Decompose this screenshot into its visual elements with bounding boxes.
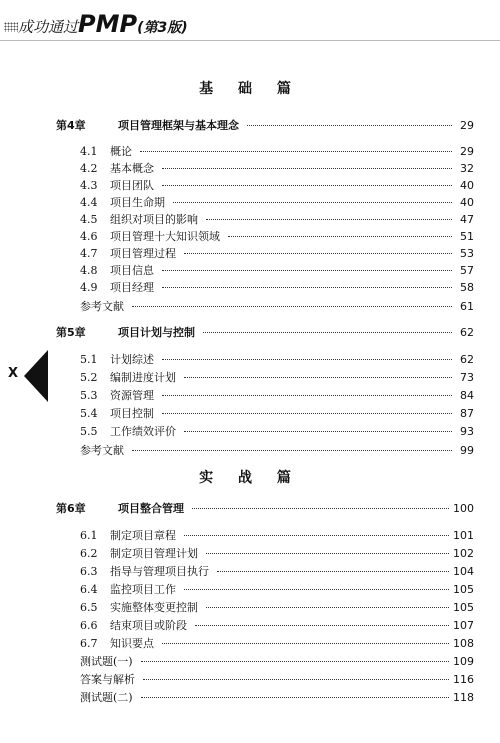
dot-leader	[162, 413, 452, 414]
chapter-title: 项目计划与控制	[118, 326, 195, 339]
page-number: 116	[453, 673, 474, 686]
entry-number: 5.4	[80, 407, 98, 420]
toc-entry[interactable]	[80, 405, 474, 421]
page-number: 57	[460, 264, 474, 277]
page-number: 104	[453, 565, 474, 578]
entry-title: 项目管理十大知识领域	[110, 230, 220, 243]
entry-title: 基本概念	[110, 162, 154, 175]
entry-number: 5.5	[80, 425, 98, 438]
entry-number: 5.1	[80, 353, 98, 366]
entry-title: 计划综述	[110, 353, 154, 366]
entry-number: 6.1	[80, 529, 98, 542]
page-number: 101	[453, 529, 474, 542]
dot-leader	[162, 185, 452, 186]
book-title-main: PMP	[78, 10, 138, 38]
dot-leader	[143, 679, 449, 680]
entry-title: 测试题(二)	[80, 691, 133, 704]
book-title	[18, 10, 188, 38]
dot-leader	[217, 571, 449, 572]
chapter-title: 项目管理框架与基本理念	[118, 119, 239, 132]
page-number: 118	[453, 691, 474, 704]
entry-title: 项目团队	[110, 179, 154, 192]
toc-entry[interactable]	[80, 211, 474, 227]
page-number: 109	[453, 655, 474, 668]
toc-entry[interactable]	[80, 262, 474, 278]
section-title-practice: 实 战 篇	[199, 470, 301, 486]
toc-entry[interactable]	[80, 635, 474, 651]
page-number: 62	[460, 353, 474, 366]
entry-title: 指导与管理项目执行	[110, 565, 209, 578]
entry-title: 项目控制	[110, 407, 154, 420]
toc-entry[interactable]	[80, 527, 474, 543]
entry-title: 项目信息	[110, 264, 154, 277]
toc-entry[interactable]	[80, 545, 474, 561]
entry-title: 实施整体变更控制	[110, 601, 198, 614]
dot-leader	[247, 125, 452, 126]
dot-leader	[195, 625, 449, 626]
page-roman-numeral: X	[8, 366, 19, 381]
page-number: 51	[460, 230, 474, 243]
header-rule	[0, 40, 500, 41]
entry-title: 测试题(一)	[80, 655, 133, 668]
dot-leader	[162, 359, 452, 360]
toc-entry[interactable]	[80, 563, 474, 579]
entry-title: 答案与解析	[80, 673, 135, 686]
entry-number: 6.5	[80, 601, 98, 614]
page-number: 84	[460, 389, 474, 402]
toc-quiz-2[interactable]	[80, 689, 474, 705]
entry-title: 资源管理	[110, 389, 154, 402]
running-header	[0, 8, 300, 40]
entry-title: 制定项目章程	[110, 529, 176, 542]
toc-entry[interactable]	[80, 177, 474, 193]
toc-entry[interactable]	[80, 245, 474, 261]
dot-leader	[162, 168, 452, 169]
page-number: 58	[460, 281, 474, 294]
dot-leader	[162, 270, 452, 271]
page-number: 105	[453, 583, 474, 596]
toc-entry[interactable]	[80, 423, 474, 439]
entry-number: 4.9	[80, 281, 98, 294]
page-number: 47	[460, 213, 474, 226]
entry-title: 概论	[110, 145, 132, 158]
toc-entry[interactable]	[80, 351, 474, 367]
entry-title: 组织对项目的影响	[110, 213, 198, 226]
page-number: 29	[460, 145, 474, 158]
entry-number: 4.3	[80, 179, 98, 192]
toc-entry[interactable]	[80, 369, 474, 385]
toc-chapter-4[interactable]	[56, 117, 474, 133]
entry-number: 4.2	[80, 162, 98, 175]
toc-entry[interactable]	[80, 617, 474, 633]
book-title-prefix: 成功通过	[18, 18, 79, 36]
entry-number: 6.3	[80, 565, 98, 578]
entry-number: 6.6	[80, 619, 98, 632]
dot-leader	[132, 306, 452, 307]
dot-leader	[192, 508, 449, 509]
page-number: 61	[460, 300, 474, 313]
page-number: 40	[460, 196, 474, 209]
entry-title: 参考文献	[80, 300, 124, 313]
page-number: 105	[453, 601, 474, 614]
dot-leader	[141, 697, 449, 698]
toc-entry[interactable]	[80, 228, 474, 244]
entry-number: 4.8	[80, 264, 98, 277]
entry-number: 4.4	[80, 196, 98, 209]
chapter-number: 第4章	[56, 119, 86, 132]
dot-leader	[206, 219, 452, 220]
toc-entry[interactable]	[80, 143, 474, 159]
toc-references[interactable]	[80, 298, 474, 314]
entry-title: 监控项目工作	[110, 583, 176, 596]
toc-entry[interactable]	[80, 387, 474, 403]
toc-quiz-1[interactable]	[80, 653, 474, 669]
dot-leader	[184, 377, 452, 378]
entry-title: 项目经理	[110, 281, 154, 294]
left-triangle-icon	[24, 350, 48, 402]
toc-references[interactable]	[80, 442, 474, 458]
book-title-edition: (第3版)	[137, 20, 188, 36]
page-number: 93	[460, 425, 474, 438]
entry-number: 6.2	[80, 547, 98, 560]
page-number: 29	[460, 119, 474, 132]
entry-title: 知识要点	[110, 637, 154, 650]
toc-entry[interactable]	[80, 581, 474, 597]
chapter-number: 第5章	[56, 326, 86, 339]
dot-leader	[141, 661, 449, 662]
page-number: 32	[460, 162, 474, 175]
entry-number: 4.5	[80, 213, 98, 226]
dot-leader	[228, 236, 452, 237]
entry-title: 编制进度计划	[110, 371, 176, 384]
toc-entry[interactable]	[80, 599, 474, 615]
dot-leader	[184, 253, 452, 254]
header-dot-pattern	[4, 22, 18, 32]
entry-number: 6.7	[80, 637, 98, 650]
section-title-basics: 基 础 篇	[199, 81, 301, 97]
dot-leader	[203, 332, 452, 333]
toc-chapter-6[interactable]	[56, 500, 474, 516]
dot-leader	[173, 202, 452, 203]
dot-leader	[162, 395, 452, 396]
entry-number: 5.3	[80, 389, 98, 402]
page-number: 100	[453, 502, 474, 515]
entry-title: 项目生命期	[110, 196, 165, 209]
entry-number: 4.1	[80, 145, 98, 158]
dot-leader	[162, 643, 449, 644]
toc-entry[interactable]	[80, 279, 474, 295]
dot-leader	[184, 589, 449, 590]
dot-leader	[132, 450, 452, 451]
toc-entry[interactable]	[80, 194, 474, 210]
entry-title: 参考文献	[80, 444, 124, 457]
dot-leader	[184, 431, 452, 432]
page-number: 108	[453, 637, 474, 650]
entry-number: 5.2	[80, 371, 98, 384]
entry-title: 制定项目管理计划	[110, 547, 198, 560]
entry-title: 工作绩效评价	[110, 425, 176, 438]
page-number: 99	[460, 444, 474, 457]
entry-number: 4.6	[80, 230, 98, 243]
dot-leader	[206, 607, 449, 608]
page-number: 53	[460, 247, 474, 260]
page-number: 107	[453, 619, 474, 632]
toc-answers[interactable]	[80, 671, 474, 687]
page-number: 102	[453, 547, 474, 560]
page-number: 40	[460, 179, 474, 192]
chapter-number: 第6章	[56, 502, 86, 515]
toc-entry[interactable]	[80, 160, 474, 176]
entry-number: 6.4	[80, 583, 98, 596]
page-number: 87	[460, 407, 474, 420]
toc-chapter-5[interactable]	[56, 324, 474, 340]
entry-number: 4.7	[80, 247, 98, 260]
dot-leader	[206, 553, 449, 554]
dot-leader	[140, 151, 452, 152]
chapter-title: 项目整合管理	[118, 502, 184, 515]
page-number: 62	[460, 326, 474, 339]
page-number: 73	[460, 371, 474, 384]
dot-leader	[162, 287, 452, 288]
entry-title: 项目管理过程	[110, 247, 176, 260]
dot-leader	[184, 535, 449, 536]
entry-title: 结束项目或阶段	[110, 619, 187, 632]
